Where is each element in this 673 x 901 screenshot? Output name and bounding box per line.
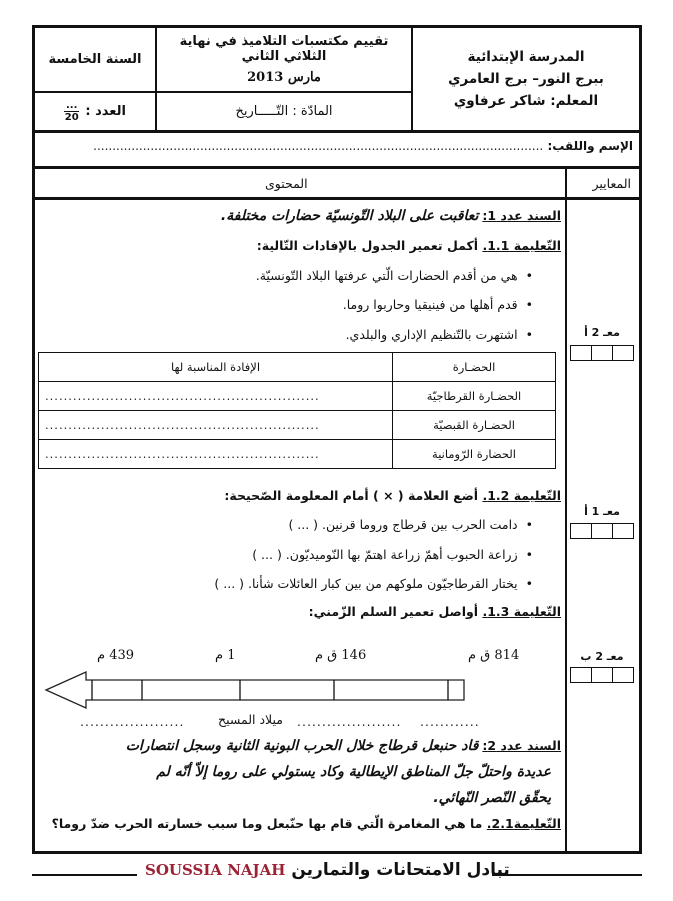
document-2-line: يحقّق النّصر النّهائي. bbox=[433, 790, 551, 806]
criterion-label: معـ 1 أ bbox=[584, 505, 620, 518]
school-location: ببرج النور– برج العامري bbox=[448, 71, 604, 87]
table-row bbox=[39, 440, 556, 469]
timeline-date: 146 ق م bbox=[315, 648, 367, 663]
answer-field[interactable]: ........................................................... bbox=[39, 411, 393, 440]
content-header: المحتوى bbox=[265, 176, 308, 191]
timeline-answer[interactable]: ............ bbox=[420, 714, 480, 729]
task-1-1-label: التّعليمة 1.1. bbox=[482, 238, 561, 253]
document-1 bbox=[221, 208, 561, 224]
bullet-item: • قدم أهلها من فينيقيا وحاربوا روما. bbox=[343, 297, 533, 312]
criteria-header: المعايير bbox=[592, 176, 631, 191]
exam-header bbox=[32, 25, 642, 133]
criterion-score-boxes[interactable] bbox=[570, 345, 634, 361]
timeline-date: 1 م bbox=[215, 648, 236, 663]
table-header-row bbox=[39, 353, 556, 382]
score-fraction bbox=[64, 100, 79, 123]
criterion-score-boxes[interactable] bbox=[570, 523, 634, 539]
task-1-1-text: أكمل تعمير الجدول بالإفادات التّالية: bbox=[256, 238, 479, 253]
timeline-answer[interactable]: ..................... bbox=[297, 714, 402, 729]
criterion-label: معـ 2 أ bbox=[584, 326, 620, 339]
document-2-line: عديدة واحتلّ جلّ المناطق الإيطالية وكاد يستولي على روما إلاّ أنّه لم bbox=[156, 764, 551, 780]
score-numerator: ... bbox=[66, 100, 78, 111]
score-label: العدد : bbox=[85, 104, 126, 119]
timeline-label: ميلاد المسيح bbox=[218, 712, 283, 727]
document-2 bbox=[126, 738, 561, 754]
criterion-score-boxes[interactable] bbox=[570, 667, 634, 683]
document-1-label: السند عدد 1: bbox=[482, 208, 561, 223]
civilization-table bbox=[38, 352, 556, 469]
grade-level: السنة الخامسة bbox=[48, 52, 142, 67]
score-denominator: 20 bbox=[64, 112, 79, 123]
document-2-label: السند عدد 2: bbox=[482, 738, 561, 753]
header-civilization: الحضـارة bbox=[393, 353, 556, 382]
answer-field[interactable]: ........................................................... bbox=[39, 382, 393, 411]
footer-brand: SOUSSIA NAJAH bbox=[145, 861, 286, 879]
criteria-divider bbox=[565, 169, 567, 851]
timeline-date: 814 ق م bbox=[468, 648, 520, 663]
footer-arabic: تبادل الامتحانات والتمارين bbox=[291, 860, 510, 880]
checkbox-item[interactable]: • دامت الحرب بين قرطاج وروما قرنين. ( ... ) bbox=[288, 517, 533, 532]
teacher-name: المعلم: شاكر عرفاوي bbox=[453, 93, 599, 109]
document-2-line: قاد حنبعل قرطاج خلال الحرب البونية الثانية وسجل انتصارات bbox=[125, 738, 479, 754]
exam-date: مارس 2013 bbox=[247, 70, 321, 85]
footer-text bbox=[145, 860, 510, 880]
task-1-3-label: التّعليمة 1.3. bbox=[482, 604, 561, 619]
bullet-item: • هي من أقدم الحضارات الّتي عرفتها البلاد التّونسيّة. bbox=[256, 268, 533, 283]
answer-field[interactable]: ........................................................... bbox=[39, 440, 393, 469]
footer-line bbox=[492, 874, 642, 876]
footer-line bbox=[32, 874, 137, 876]
footer bbox=[0, 860, 673, 890]
table-row bbox=[39, 382, 556, 411]
checkbox-item[interactable]: • زراعة الحبوب أهمّ زراعة اهتمّ بها النّوميديّون. ( ... ) bbox=[252, 547, 533, 562]
civilization-name: الحضـارة القبصيّة bbox=[393, 411, 556, 440]
name-label: الإسم واللقب: bbox=[547, 139, 633, 153]
score-cell bbox=[35, 93, 155, 130]
task-1-2-label: التّعليمة 1.2. bbox=[482, 488, 561, 503]
task-1-3-text: أواصل تعمير السلم الزّمني: bbox=[308, 604, 479, 619]
task-2-1-label: التّعليمة2.1. bbox=[486, 816, 561, 831]
exam-title: تقييم مكتسبات التلاميذ في نهاية الثلاثي الثاني bbox=[179, 34, 389, 64]
timeline-date: 439 م bbox=[97, 648, 135, 663]
task-1-1 bbox=[257, 238, 561, 253]
bullet-item: • اشتهرت بالتّنظيم الإداري والبلدي. bbox=[346, 327, 533, 342]
task-1-3 bbox=[309, 604, 561, 619]
school-info bbox=[413, 28, 639, 130]
subject: المادّة : التّـــــاريخ bbox=[235, 104, 333, 119]
school-name: المدرسة الإبتدائية bbox=[467, 49, 585, 65]
timeline-answer[interactable]: ..................... bbox=[80, 714, 185, 729]
student-name-row bbox=[32, 133, 642, 169]
document-1-text: تعاقبت على البلاد التّونسيّة حضارات مختلفة. bbox=[220, 208, 479, 224]
checkbox-item[interactable]: • يختار القرطاجيّون ملوكهم من بين كبار العائلات شأنا. ( ... ) bbox=[214, 576, 533, 591]
timeline-ticks bbox=[130, 680, 520, 700]
criterion-label: معـ 2 ب bbox=[580, 650, 624, 663]
civilization-name: الحضـارة القرطاجيّة bbox=[393, 382, 556, 411]
exam-title-cell bbox=[157, 28, 411, 91]
task-2-1-text: ما هي المغامرة الّتي قام بها حنّبعل وما سبب خسارته الحرب ضدّ روما؟ bbox=[51, 816, 483, 831]
column-header-divider bbox=[35, 197, 639, 200]
civilization-name: الحضارة الرّومانية bbox=[393, 440, 556, 469]
header-info: الإفادة المناسبة لها bbox=[39, 353, 393, 382]
task-1-2 bbox=[224, 488, 561, 503]
name-field[interactable]: ...................................................................................................................... bbox=[93, 139, 544, 153]
task-2-1 bbox=[52, 816, 561, 831]
table-row bbox=[39, 411, 556, 440]
task-1-2-text: أضع العلامة ( × ) أمام المعلومة الصّحيحة: bbox=[224, 488, 479, 503]
